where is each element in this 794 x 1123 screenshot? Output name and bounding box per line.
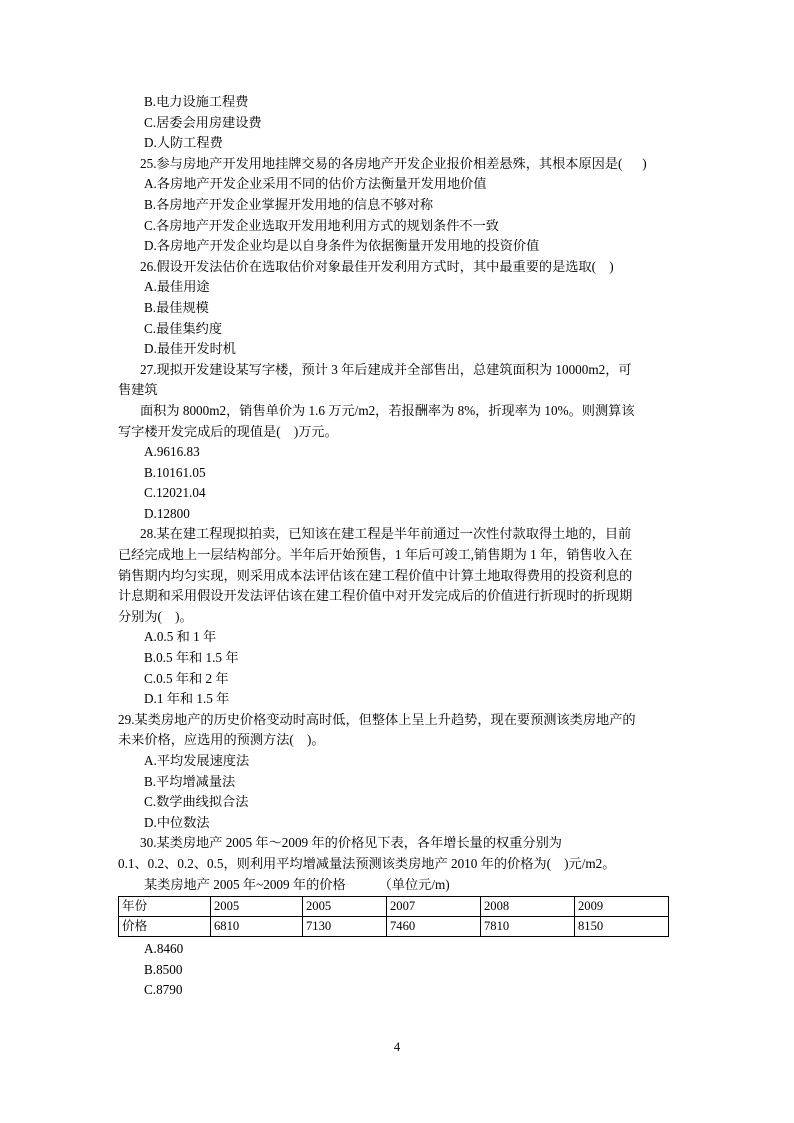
option-line: A.各房地产开发企业采用不同的估价方法衡量开发用地价值 <box>144 176 487 192</box>
option-line: C.0.5 年和 2 年 <box>144 670 229 686</box>
table-caption-unit: （单位元/m) <box>378 876 450 892</box>
year-cell: 2007 <box>387 897 481 917</box>
option-line: A.9616.83 <box>144 444 200 460</box>
option-line: B.8500 <box>144 961 183 977</box>
page-number: 4 <box>393 1040 401 1054</box>
page-content <box>118 92 676 1001</box>
option-line: D.人防工程费 <box>144 135 223 151</box>
question-27-stem-line-1: 27.现拟开发建设某写字楼，预计 3 年后建成并全部售出，总建筑面积为 10000m2，可 <box>140 361 632 377</box>
year-cell: 2005 <box>303 897 387 917</box>
table-row <box>119 897 669 917</box>
question-28-stem-line-2: 已经完成地上一层结构部分。半年后开始预售，1 年后可竣工,销售期为 1 年，销售收入在 <box>118 547 633 563</box>
question-30-stem-line-1: 30.某类房地产 2005 年～2009 年的价格见下表，各年增长量的权重分别为 <box>140 835 562 851</box>
price-table <box>118 896 669 937</box>
option-line: A.平均发展速度法 <box>144 753 250 768</box>
option-line: D.最佳开发时机 <box>144 341 236 357</box>
price-cell: 7810 <box>481 917 575 937</box>
option-line: D.1 年和 1.5 年 <box>144 691 230 707</box>
price-cell: 7460 <box>387 917 481 937</box>
question-29-stem-line-2: 未来价格，应选用的预测方法( )。 <box>118 732 325 748</box>
question-29-stem-line-1: 29.某类房地产的历史价格变动时高时低，但整体上呈上升趋势，现在要预测该类房地产的 <box>118 711 636 727</box>
question-28-stem-line-1: 28.某在建工程现拟拍卖，已知该在建工程是半年前通过一次性付款取得土地的，目前 <box>140 526 632 542</box>
question-27-stem-line-2: 售建筑 <box>118 382 158 398</box>
year-cell: 2005 <box>211 897 303 917</box>
option-line: C.12021.04 <box>144 485 206 501</box>
question-30-stem-line-2: 0.1、0.2、0.2、0.5，则利用平均增减量法预测该类房地产 2010 年的价格为( )元/m2。 <box>118 855 616 871</box>
option-line: C.各房地产开发企业选取开发用地利用方式的规划条件不一致 <box>144 217 499 233</box>
option-line: A.8460 <box>144 941 184 957</box>
table-caption-title: 某类房地产 2005 年~2009 年的价格 <box>144 876 346 892</box>
option-line: B.最佳规模 <box>144 299 209 315</box>
option-line: D.各房地产开发企业均是以自身条件为依据衡量开发用地的投资价值 <box>144 238 540 254</box>
option-line: A.最佳用途 <box>144 279 210 295</box>
option-line: D.中位数法 <box>144 814 210 830</box>
question-26-stem: 26.假设开发法估价在选取估价对象最佳开发利用方式时，其中最重要的是选取( ) <box>140 258 614 274</box>
option-line: B.电力设施工程费 <box>144 94 249 109</box>
option-line: C.数学曲线拟合法 <box>144 794 249 810</box>
year-cell: 2008 <box>481 897 575 917</box>
question-27-stem-line-4: 写字楼开发完成后的现值是( )万元。 <box>118 423 338 439</box>
option-line: D.12800 <box>144 505 190 521</box>
option-line: B.0.5 年和 1.5 年 <box>144 650 239 666</box>
price-cell: 6810 <box>211 917 303 937</box>
question-28-stem-line-5: 分别为( )。 <box>118 608 193 624</box>
option-line: B.10161.05 <box>144 464 206 480</box>
year-cell: 2009 <box>575 897 669 917</box>
question-28-stem-line-4: 计息期和采用假设开发法评估该在建工程价值中对开发完成后的价值进行折现时的折现期 <box>118 588 633 604</box>
option-line: C.居委会用房建设费 <box>144 114 262 130</box>
price-cell: 7130 <box>303 917 387 937</box>
option-line: A.0.5 和 1 年 <box>144 629 217 645</box>
row-label-year: 年份 <box>119 897 211 917</box>
question-28-stem-line-3: 销售期内均匀实现，则采用成本法评估该在建工程价值中计算土地取得费用的投资利息的 <box>118 567 633 583</box>
question-27-stem-line-3: 面积为 8000m2，销售单价为 1.6 万元/m2，若报酬率为 8%，折现率为 10%。则测算该 <box>140 402 635 418</box>
question-25-stem: 25.参与房地产开发用地挂牌交易的各房地产开发企业报价相差悬殊，其根本原因是( ) <box>140 155 647 171</box>
option-line: C.最佳集约度 <box>144 320 223 336</box>
table-row <box>119 917 669 937</box>
option-line: B.各房地产开发企业掌握开发用地的信息不够对称 <box>144 196 434 212</box>
row-label-price: 价格 <box>119 917 211 937</box>
price-cell: 8150 <box>575 917 669 937</box>
option-line: C.8790 <box>144 982 183 998</box>
table-caption <box>118 875 676 896</box>
option-line: B.平均增减量法 <box>144 773 236 789</box>
